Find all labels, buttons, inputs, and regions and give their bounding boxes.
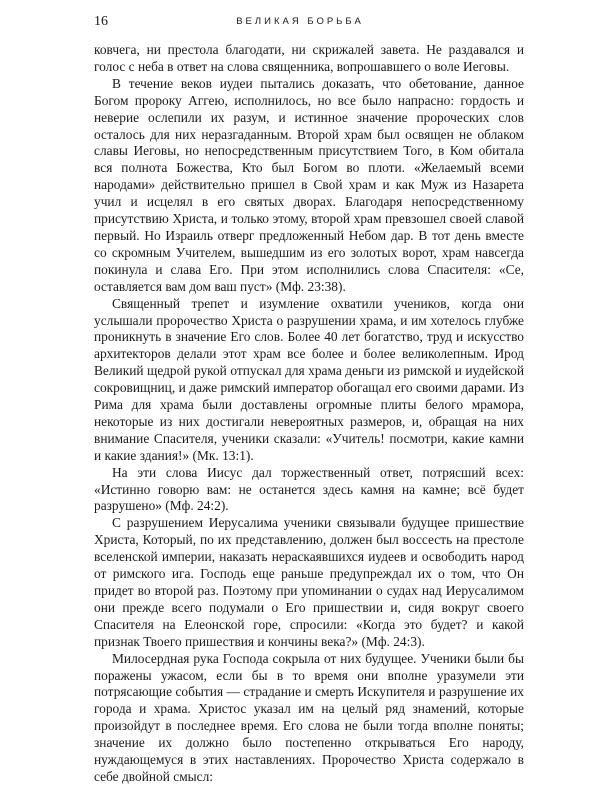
paragraph: Священный трепет и изумление охватили учеников, когда они услышали пророчество Христа о разрушении храма, и им хотелось глубже проникнуть в значение Его слов. Более 40 лет богатство, труд и искусство архитекторов делали этот храм все более и более великолепным. Ирод Великий щедрой рукой отпускал для храма деньги из римской и иудейской сокровищниц, и даже римский император обогащал его своими дарами. Из Рима для храма были доставлены огромные плиты белого мрамора, некоторые из них достигали невероятных размеров, и, обращая на них внимание Спасителя, ученики сказали: «Учитель! посмотри, какие камни и какие здания!» (Мк. 13:1). — [94, 295, 524, 463]
running-title: ВЕЛИКАЯ БОРЬБА — [236, 16, 364, 27]
body-text — [94, 42, 524, 786]
paragraph: ковчега, ни престола благодати, ни скрижалей завета. Не раздавался и голос с неба в ответ на слова священника, вопрошавшего о воле Иеговы. — [94, 42, 524, 74]
page-number: 16 — [94, 14, 108, 29]
paragraph: В течение веков иудеи пытались доказать, что обетование, данное Богом пророку Аггею, исполнилось, но все было напрасно: гордость и неверие ослепили их разум, и истинное значение пророческих слов осталось для них неразгаданным. Второй храм был освящен не облаком славы Иеговы, но непосредственным присутствием Того, в Ком обитала вся полнота Божества, Кто был Богом во плоти. «Желаемый всеми народами» действительно пришел в Свой храм и как Муж из Назарета учил и исцелял в его святых дворах. Благодаря непосредственному присутствию Христа, и только этому, второй храм превзошел своей славой первый. Но Израиль отверг предложенный Небом дар. В тот день вместе со скромным Учителем, вышедшим из его золотых ворот, храм навсегда покинула и слава Его. При этом исполнились слова Спасителя: «Се, оставляется вам дом ваш пуст» (Мф. 23:38). — [94, 75, 524, 294]
paragraph: На эти слова Иисус дал торжественный ответ, потрясший всех: «Истинно говорю вам: не останется здесь камня на камне; всё будет разрушено» (Мф. 24:2). — [94, 464, 524, 514]
paragraph: Милосердная рука Господа сокрыла от них будущее. Ученики были бы поражены ужасом, если бы в то время они вполне уразумели эти потрясающие события — страдание и смерть Искупителя и разрушение их города и храма. Христос указал им на целый ряд знамений, которые произойдут в последнее время. Его слова не были тогда вполне поняты; значение их должно было постепенно открываться Его народу, нуждающемуся в этих наставлениях. Пророчество Христа содержало в себе двойной смысл: — [94, 650, 524, 784]
paragraph: С разрушением Иерусалима ученики связывали будущее пришествие Христа, Который, по их представлению, должен был воссесть на престоле вселенской империи, наказать нераскаявшихся иудеев и освободить народ от римского ига. Господь еще раньше предупреждал их о том, что Он придет во второй раз. Поэтому при упоминании о судах над Иерусалимом они прежде всего подумали о Его пришествии и, сидя вокруг своего Спасителя на Елеонской горе, спросили: «Когда это будет? и какой признак Твоего пришествия и кончины века?» (Мф. 24:3). — [94, 515, 524, 649]
page-header — [0, 11, 600, 33]
